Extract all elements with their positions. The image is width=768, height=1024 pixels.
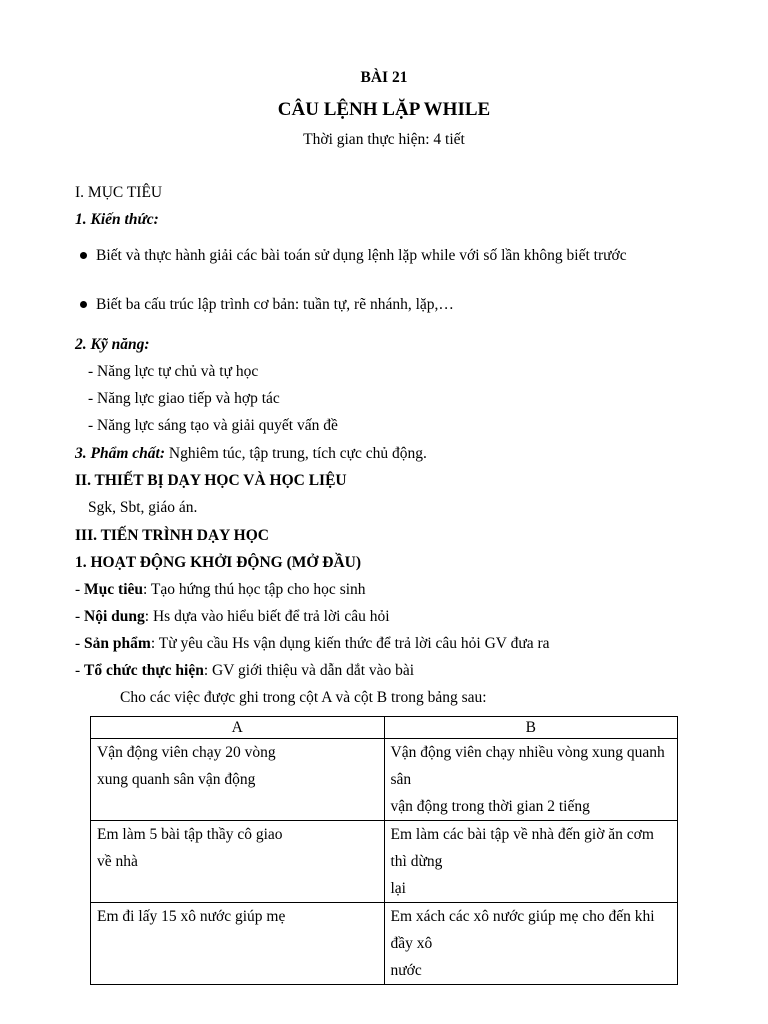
table-cell-b bbox=[384, 739, 678, 821]
cell-line: Em làm các bài tập về nhà đến giờ ăn cơm thì dừng bbox=[390, 826, 654, 870]
skill-item-1: - Năng lực tự chủ và tự học bbox=[88, 363, 259, 380]
cell-line: Em làm 5 bài tập thầy cô giao bbox=[97, 826, 283, 843]
qualities-text: Nghiêm túc, tập trung, tích cực chủ động. bbox=[165, 445, 427, 462]
qualities-heading: 3. Phẩm chất: bbox=[75, 445, 165, 462]
activity-item-label: Tổ chức thực hiện bbox=[84, 662, 204, 679]
activity-item-text: : GV giới thiệu và dẫn dắt vào bài bbox=[203, 662, 415, 679]
activity-item-text: : Từ yêu cầu Hs vận dụng kiến thức để trả lời câu hỏi GV đưa ra bbox=[150, 635, 550, 652]
cell-line: vận động trong thời gian 2 tiếng bbox=[390, 798, 590, 815]
comparison-table bbox=[90, 716, 678, 985]
table-cell-a bbox=[91, 821, 385, 903]
section-equipment-heading: II. THIẾT BỊ DẠY HỌC VÀ HỌC LIỆU bbox=[75, 472, 347, 489]
cell-line: lại bbox=[390, 880, 406, 897]
cell-line: Em đi lấy 15 xô nước giúp mẹ bbox=[97, 908, 286, 925]
skill-item-2: - Năng lực giao tiếp và hợp tác bbox=[88, 390, 280, 407]
knowledge-bullet-2: Biết ba cấu trúc lập trình cơ bản: tuần tự, rẽ nhánh, lặp,… bbox=[96, 296, 454, 313]
activity-item-organization bbox=[75, 661, 414, 681]
cell-line: về nhà bbox=[97, 853, 138, 870]
knowledge-bullet-1: Biết và thực hành giải các bài toán sử dụng lệnh lặp while với số lần không biết trước bbox=[96, 247, 627, 264]
column-header-b: B bbox=[384, 717, 678, 739]
table-header-row bbox=[91, 717, 678, 739]
table-intro: Cho các việc được ghi trong cột A và cột B trong bảng sau: bbox=[120, 689, 487, 706]
qualities-line bbox=[75, 444, 427, 464]
activity-heading: 1. HOẠT ĐỘNG KHỞI ĐỘNG (MỞ ĐẦU) bbox=[75, 554, 362, 571]
bullet-icon bbox=[80, 301, 87, 308]
table-cell-a bbox=[91, 903, 385, 985]
table-row bbox=[91, 821, 678, 903]
activity-item-product bbox=[75, 634, 550, 654]
lesson-duration: Thời gian thực hiện: 4 tiết bbox=[303, 131, 465, 148]
dash: - bbox=[75, 608, 85, 625]
activity-item-text: : Tạo hứng thú học tập cho học sinh bbox=[143, 581, 366, 598]
table-row bbox=[91, 903, 678, 985]
section-process-heading: III. TIẾN TRÌNH DẠY HỌC bbox=[75, 527, 269, 544]
section-objectives-heading: I. MỤC TIÊU bbox=[75, 184, 163, 201]
dash: - bbox=[75, 581, 85, 598]
cell-line: Vận động viên chạy 20 vòng bbox=[97, 744, 276, 761]
knowledge-heading: 1. Kiến thức: bbox=[75, 211, 159, 228]
table-row bbox=[91, 739, 678, 821]
equipment-text: Sgk, Sbt, giáo án. bbox=[88, 499, 198, 516]
cell-line: Vận động viên chạy nhiều vòng xung quanh sân bbox=[390, 744, 665, 788]
skill-item-3: - Năng lực sáng tạo và giải quyết vấn đề bbox=[88, 417, 338, 434]
skills-heading: 2. Kỹ năng: bbox=[75, 336, 150, 353]
activity-item-label: Sản phẩm bbox=[84, 635, 151, 652]
lesson-number: BÀI 21 bbox=[360, 69, 408, 86]
activity-item-label: Nội dung bbox=[84, 608, 145, 625]
activity-item-objective bbox=[75, 580, 366, 600]
cell-line: Em xách các xô nước giúp mẹ cho đến khi đầy xô bbox=[390, 908, 655, 952]
cell-line: xung quanh sân vận động bbox=[97, 771, 256, 788]
activity-item-label: Mục tiêu bbox=[84, 581, 144, 598]
activity-item-content bbox=[75, 607, 390, 627]
bullet-icon bbox=[80, 252, 87, 259]
cell-line: nước bbox=[390, 962, 422, 979]
table-cell-b bbox=[384, 903, 678, 985]
table-cell-a bbox=[91, 739, 385, 821]
page-title: CÂU LỆNH LẶP WHILE bbox=[277, 99, 491, 120]
activity-item-text: : Hs dựa vào hiểu biết để trả lời câu hỏi bbox=[144, 608, 390, 625]
column-header-a: A bbox=[91, 717, 385, 739]
table-cell-b bbox=[384, 821, 678, 903]
dash: - bbox=[75, 662, 85, 679]
dash: - bbox=[75, 635, 85, 652]
